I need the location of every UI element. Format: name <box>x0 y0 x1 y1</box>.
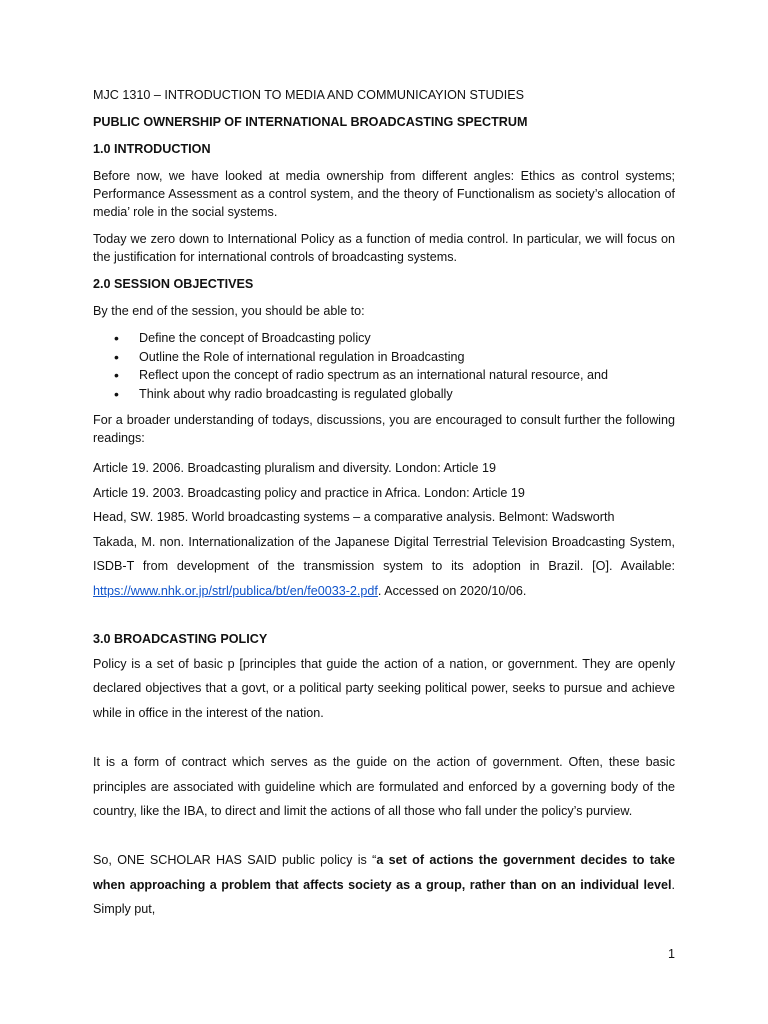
reference-text: Takada, M. non. Internationalization of the Japanese Digital Terrestrial Television Broadcasting System, ISDB-T from development of the transmission system to its adoption in Brazil. [O]. Available: <box>93 534 675 573</box>
reference-item: Head, SW. 1985. World broadcasting systems – a comparative analysis. Belmont: Wadsworth <box>93 510 615 524</box>
objectives-lead: By the end of the session, you should be able to: <box>93 304 365 318</box>
reference-list <box>93 456 675 603</box>
document-body <box>93 86 675 922</box>
policy-paragraph-1: Policy is a set of basic p [principles that guide the action of a nation, or government. They are openly declared objectives that a govt, or a political party seeking political power, seeks to pursue and achieve while in office in the interest of the nation. <box>93 656 675 721</box>
policy-heading: 3.0 BROADCASTING POLICY <box>93 632 268 646</box>
page-number: 1 <box>667 947 675 961</box>
objectives-list <box>93 329 675 403</box>
policy-quote-intro: So, ONE SCHOLAR HAS SAID public policy is “ <box>93 852 377 867</box>
reference-item: Article 19. 2006. Broadcasting pluralism and diversity. London: Article 19 <box>93 461 496 475</box>
reference-link[interactable]: https://www.nhk.or.jp/strl/publica/bt/en/fe0033-2.pdf <box>93 583 378 598</box>
main-title: PUBLIC OWNERSHIP OF INTERNATIONAL BROADCASTING SPECTRUM <box>93 115 528 129</box>
readings-intro: For a broader understanding of todays, discussions, you are encouraged to consult further the following readings: <box>93 413 675 445</box>
reference-accessed: . Accessed on 2020/10/06. <box>377 583 527 598</box>
objective-item: • Reflect upon the concept of radio spectrum as an international natural resource, and <box>93 366 675 385</box>
intro-heading: 1.0 INTRODUCTION <box>93 142 211 156</box>
policy-paragraph-3 <box>93 848 675 922</box>
course-title: MJC 1310 – INTRODUCTION TO MEDIA AND COMMUNICAYION STUDIES <box>93 88 525 102</box>
policy-quote-bold: a set of actions the government decides to take when approaching a problem that affects society as a group, rather than on an individual level <box>93 852 676 892</box>
objective-item: • Think about why radio broadcasting is regulated globally <box>93 385 675 404</box>
policy-section <box>93 627 675 922</box>
reference-item <box>93 530 675 604</box>
intro-paragraph-1: Before now, we have looked at media ownership from different angles: Ethics as control systems; Performance Assessment as a control system, and the theory of Functionalism as society’s allocation of media’ role in the social systems. <box>93 169 675 219</box>
objective-item: • Outline the Role of international regulation in Broadcasting <box>93 348 675 367</box>
policy-quote-end: . Simply put, <box>93 877 675 917</box>
intro-paragraph-2: Today we zero down to International Policy as a function of media control. In particular, we will focus on the justification for international controls of broadcasting systems. <box>93 232 675 264</box>
objectives-heading: 2.0 SESSION OBJECTIVES <box>93 277 254 291</box>
policy-paragraph-2: It is a form of contract which serves as the guide on the action of government. Often, these basic principles are associated with guideline which are formulated and enforced by a governing body of the country, like the IBA, to direct and limit the actions of all those who fall under the policy’s purview. <box>93 754 675 819</box>
objective-item: • Define the concept of Broadcasting policy <box>93 329 675 348</box>
reference-item: Article 19. 2003. Broadcasting policy and practice in Africa. London: Article 19 <box>93 485 525 500</box>
